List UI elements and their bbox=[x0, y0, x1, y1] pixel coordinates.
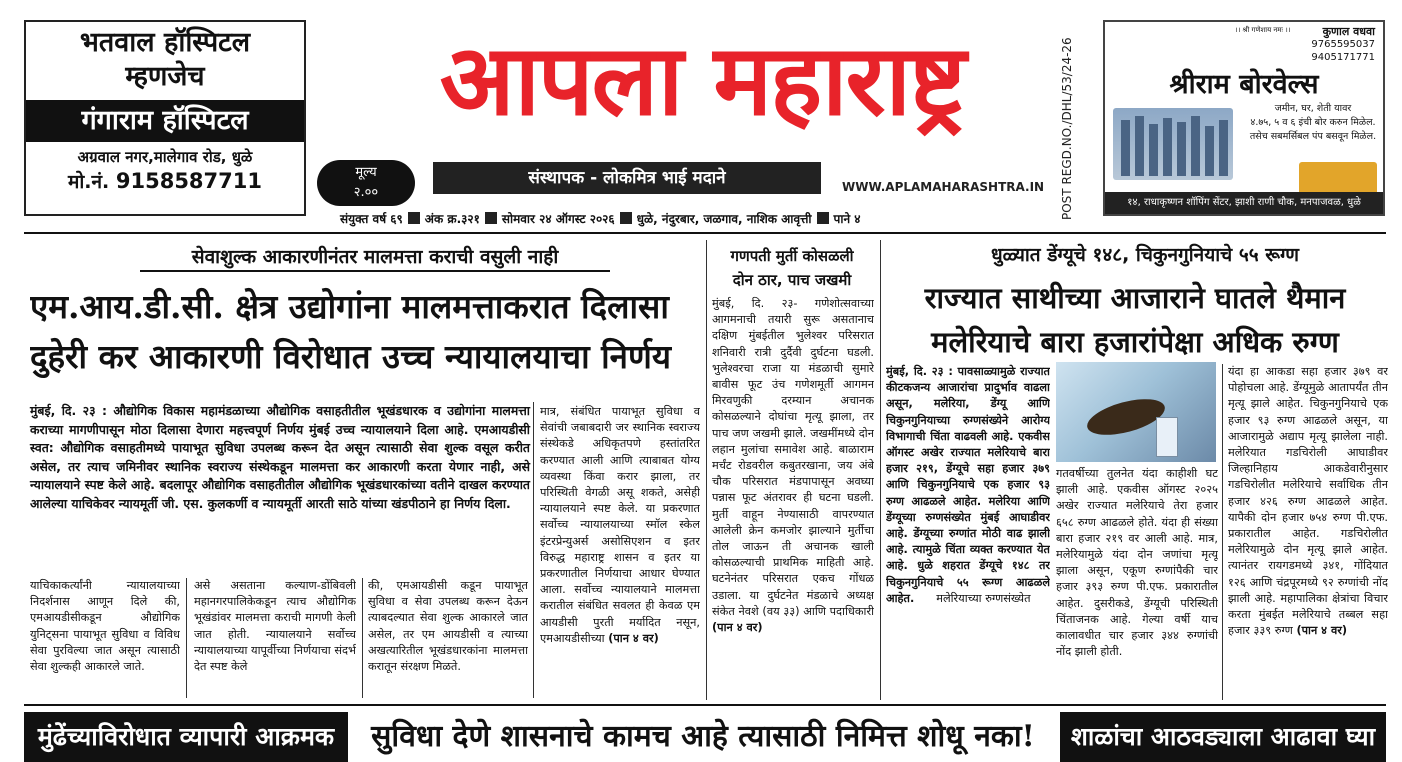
ad-services bbox=[1245, 102, 1381, 144]
founder-bar: संस्थापक - लोकमित्र भाई मदाने bbox=[433, 162, 821, 194]
masthead-rule bbox=[24, 232, 1386, 234]
issue-date: सोमवार २४ ऑगस्ट २०२६ bbox=[501, 212, 615, 226]
issue-pages: पाने ४ bbox=[833, 212, 861, 226]
registration-number: POST REGD.NO./DHL/53/24-26 bbox=[1060, 37, 1074, 220]
ad-service-1: जमीन, घर, शेती यावर bbox=[1274, 103, 1352, 114]
ad-phone-1: 9765595037 bbox=[1311, 39, 1375, 50]
article2-kicker-line1: गणपती मुर्ती कोसळली bbox=[730, 247, 854, 265]
article2-kicker-line2: दोन ठार, पाच जखमी bbox=[732, 271, 852, 289]
price-badge bbox=[317, 160, 415, 206]
ad-business-name: श्रीराम बोरवेल्स bbox=[1169, 69, 1319, 100]
ad-hospital-phone bbox=[26, 168, 304, 195]
article1-column3: की, एमआयडीसी कडून पायाभूत सुविधा व सेवा उपलब्ध करून देऊन त्याबदल्यात सेवा शुल्क आकारले जात असेल, तर एम आयडीसी व त्याच्या अखत्यारितील भूखंडधारकांना मालमत्ता करातून संरक्षण मिळते. bbox=[368, 579, 528, 674]
ad-phone-2: 9405171771 bbox=[1311, 52, 1375, 63]
issue-number: अंक क्र.३२१ bbox=[424, 212, 480, 226]
ad-address: १४, राधाकृष्णन शॉपिंग सेंटर, झाशी राणी चौक, मनपाजवळ, धुळे bbox=[1105, 192, 1383, 214]
phone-label: मो.नं. bbox=[67, 171, 110, 193]
article1-column4-text: मात्र, संबंधित पायाभूत सुविधा व सेवांची जबाबदारी जर स्थानिक स्वराज्य संस्थेकडे अधिकृतपणे हस्तांतरित करण्यात आली आणि त्याबाबत योग्य व्यवस्था किंवा करार झाला, तर परिस्थिती वेगळी असू शकते, असेही न्यायालयाने स्पष्ट केले. या प्रकरणात सर्वोच्च न्यायालयाच्या स्मॉल स्केल इंटरप्रेन्युअर्स असोसिएशन व इतर विरुद्ध महाराष्ट्र शासन व इतर या प्रकरणातील निर्णयाचा आधार घेण्यात आला. सर्वोच्च न्यायालयाने मालमत्ता करातील संबंधित सवलत ही केवळ एम आयडीसी पुरती मर्यादित नसून, एमआयडीसीच्या bbox=[540, 405, 700, 645]
article1-column4 bbox=[540, 404, 700, 700]
square-bullet-icon bbox=[485, 212, 497, 224]
column-divider bbox=[533, 402, 534, 698]
bottom-headline-right: शाळांचा आठवड्याला आढावा घ्या bbox=[1060, 712, 1386, 762]
square-bullet-icon bbox=[620, 212, 632, 224]
article1-headline-line1: एम.आय.डी.सी. क्षेत्र उद्योगांना मालमत्ताकरात दिलासा bbox=[30, 287, 669, 326]
article3-column2: गतवर्षीच्या तुलनेत यंदा काहीशी घट झाली आहे. एकवीस ऑगस्ट २०२५ अखेर राज्यात मलेरियाचे तेरा हजार ६५८ रुग्ण आढळले होते. यंदा ही संख्या बारा हजार २१९ वर आली आहे. मात्र, मलेरियामुळे यंदा दोन जणांचा मृत्यू झाला असून, एकूण रुग्णांपैकी चार हजार ३९३ रुग्ण पी.एफ. प्रकारातील आहेत. दुसरीकडे, डेंग्यूची परिस्थिती चिंताजनक आहे. गेल्या वर्षी याच कालावधीत चार हजार ३४४ रुग्णांची नोंद झाली होती. bbox=[1056, 467, 1218, 659]
article2-body bbox=[712, 296, 874, 700]
article3-headline bbox=[885, 276, 1385, 364]
column-divider bbox=[362, 578, 363, 698]
ad-hospital-name: भतवाल हॉस्पिटल bbox=[79, 27, 251, 58]
borewell-advertisement bbox=[1103, 20, 1385, 216]
mosquito-photo bbox=[1056, 362, 1216, 462]
article2-kicker bbox=[712, 244, 872, 292]
ad-owner-name: कुणाल वधवा bbox=[1322, 25, 1375, 38]
article2-body-text: मुंबई, दि. २३- गणेशोत्सवाच्या आगमनाची तयारी सुरू असतानाच दक्षिण मुंबईतील भुलेश्वर परिसरात शनिवारी रात्री दुर्दैवी दुर्घटना घडली. भुलेश्वरचा राजा या मंडळाची सुमारे बावीस फूट उंच गणेशमूर्ती आगमन मिरवणुकी दरम्यान अचानक कोसळल्याने दोघांचा मृत्यू झाला, तर पाच जण जखमी झाले. जखमींमध्ये दोन लहान मुलांचा समावेश आहे. बाळाराम मर्चंट रोडवरील कबुतरखाना, जय अंबे चौक परिसरात मंडपापासून अवघ्या पन्नास फूट अंतरावर ही घटना घडली. मुर्ती वाहून नेण्यासाठी वापरण्यात आलेली क्रेन कमजोर झाल्याने मुर्तीचा तोल जाऊन ती अचानक खाली कोसळल्याची प्राथमिक माहिती आहे. घटनेनंतर परिसरात एकच गोंधळ उडाला. या दुर्घटनेत मंडळाचे अध्यक्ष संकेत नेवशे (वय ३३) आणि पदाधिकारी bbox=[712, 297, 874, 618]
article1-lede: मुंबई, दि. २३ : औद्योगिक विकास महामंडळाच्या औद्योगिक वसाहतीतील भूखंडधारक व उद्योगांना मालमत्ता कराच्या मागणीपासून मोठा दिलासा देणारा महत्त्वपूर्ण निर्णय मुंबई उच्च न्यायालयाने दिला आहे. एमआयडीसी स्वत: औद्योगिक वसाहतीमध्ये पायाभूत सुविधा उपलब्ध करून देत असून त्यासाठी सेवा शुल्क वसूल करीत असेल, तर त्याच जमिनीवर स्थानिक स्वराज्य संस्थेकडून मालमत्ता कर आकारणी करता येणार नाही, असे न्यायालयाने स्पष्ट केले आहे. बदलापूर औद्योगिक वसाहतीतील औद्योगिक भूखंडधारकांच्या वतीने दाखल करण्यात आलेल्या याचिकेवर न्यायमूर्ती जी. एस. कुलकर्णी व न्यायमूर्ती आरती साठे यांच्या खंडपीठाने हा निर्णय दिला. bbox=[30, 403, 530, 511]
issue-line bbox=[340, 210, 1040, 227]
column-divider bbox=[880, 240, 881, 700]
postal-registration bbox=[1058, 37, 1080, 220]
column-divider bbox=[1222, 364, 1223, 700]
article3-lede-text: मुंबई, दि. २३ : पावसाळ्यामुळे राज्यात कीटकजन्य आजारांचा प्रादुर्भाव वाढला असून, मलेरिया, डेंग्यू आणि चिकुनगुनियाच्या रुग्णसंख्येने आरोग्य विभागाची चिंता वाढवली आहे. एकवीस ऑगस्ट अखेर राज्यात मलेरियाचे बारा हजार २१९, डेंग्यूचे सहा हजार ३७९ आणि चिकुनगुनियाचे एक हजार ९३ रुग्ण आढळले आहेत. मलेरिया आणि डेंग्यूच्या रुग्णसंख्येत मुंबई आघाडीवर आहे. डेंग्यूच्या रुग्णांत मोठी वाढ झाली आहे. त्यामुळे चिंता व्यक्त करण्यात येत आहे. धुळे शहरात डेंग्यूचे १४८ तर चिकुनगुनियाचे ५५ रूग्ण आढळले आहेत. bbox=[886, 365, 1050, 605]
square-bullet-icon bbox=[408, 212, 420, 224]
website-link[interactable]: WWW.APLAMAHARASHTRA.IN bbox=[842, 180, 1045, 194]
article3-headline-line1: राज्यात साथीच्या आजाराने घातले थैमान bbox=[924, 281, 1346, 315]
article3-kicker: धुळ्यात डेंग्यूचे १४८, चिकुनगुनियाचे ५५ रूग्ण bbox=[990, 244, 1300, 266]
price-label: मूल्य bbox=[355, 165, 377, 180]
vial-icon bbox=[1156, 417, 1178, 457]
continued-on-page-link[interactable]: (पान ४ वर) bbox=[1296, 624, 1348, 638]
pipes-illustration-icon bbox=[1113, 108, 1233, 180]
bottom-headline-center: सुविधा देणे शासनाचे कामच आहे त्यासाठी निमित्त शोधू नका! bbox=[371, 719, 1035, 754]
continued-on-page-link[interactable]: (पान ४ वर) bbox=[712, 621, 763, 635]
square-bullet-icon bbox=[817, 212, 829, 224]
issue-year: संयुक्त वर्ष ६९ bbox=[340, 212, 403, 226]
ad-service-3: तसेच सबमर्सिबल पंप बसवून मिळेल. bbox=[1249, 131, 1377, 142]
article3-lede-tail: मलेरियाच्या रुग्णसंख्येत bbox=[936, 591, 1031, 605]
article1-column1: याचिकाकर्त्यांनी न्यायालयाच्या निदर्शनास आणून दिले की, एमआयडीसीकडून औद्योगिक युनिट्सना पायाभूत सुविधा व विविध सेवा पुरविल्या जात असून त्यासाठी सेवा शुल्कही आकारले जाते. bbox=[30, 579, 180, 674]
article3-lede bbox=[886, 364, 1050, 700]
phone-number: 9158587711 bbox=[115, 169, 262, 193]
ad-hospital-address: अग्रवाल नगर,मालेगाव रोड, धुळे bbox=[77, 148, 253, 166]
newspaper-logo: आपला महाराष्ट्र bbox=[439, 23, 965, 138]
article1-kicker: सेवाशुल्क आकारणीनंतर मालमत्ता कराची वसुली नाही bbox=[140, 244, 610, 272]
price-value: २.०० bbox=[353, 185, 379, 200]
article3-column3-text: यंदा हा आकडा सहा हजार ३७९ वर पोहोचला आहे. डेंग्यूमुळे आतापर्यंत तीन मृत्यू झाले आहेत. चिकुनगुनियाचे एक हजार ९३ रुग्ण आढळले असून, या आजारामुळे अद्याप मृत्यू झालेला नाही. मलेरियात गडचिरोली आघाडीवर जिल्हानिहाय आकडेवारीनुसार गडचिरोलीत मलेरियाचे सर्वाधिक तीन हजार ४२६ रुग्ण आढळले आहेत. यापैकी दोन हजार ७५४ रुग्ण पी.एफ. प्रकारातील आहेत. गडचिरोलीत मलेरियामुळे दोन मृत्यू झाले आहेत. त्यानंतर रायगडमध्ये ३४१, गोंदियात १२६ आणि चंद्रपूरमध्ये ९२ रुग्णांची नोंद झाली आहे. महापालिका क्षेत्रांचा विचार करता मुंबईत मलेरियाचे तब्बल सहा हजार ३३९ रुग्ण bbox=[1228, 365, 1388, 638]
column-divider bbox=[706, 240, 707, 700]
hospital-advertisement bbox=[24, 20, 306, 216]
article3-column3 bbox=[1228, 364, 1388, 700]
ad-phones bbox=[1311, 38, 1375, 64]
ad-invocation: ।। श्री गणेशाय नमः ।। bbox=[1235, 26, 1291, 34]
ad-hospital-name2: गंगाराम हॉस्पिटल bbox=[26, 100, 304, 142]
bottom-rule bbox=[24, 704, 1386, 706]
column-divider bbox=[186, 578, 187, 698]
bottom-headline-left: मुंढेंच्याविरोधात व्यापारी आक्रमक bbox=[24, 712, 348, 762]
article1-column2: असे असताना कल्याण-डोंबिवली महानगरपालिकेकडून त्याच औद्योगिक भूखंडांवर मालमत्ता कराची मागणी केली जात होती. न्यायालयाने सर्वोच्च न्यायालयाच्या यापूर्वीच्या निर्णयाचा संदर्भ देत स्पष्ट केले bbox=[194, 579, 356, 674]
continued-on-page-link[interactable]: (पान ४ वर) bbox=[608, 631, 659, 645]
ad-hospital-line2: म्हणजेच bbox=[125, 61, 205, 92]
issue-edition: धुळे, नंदुरबार, जळगाव, नाशिक आवृत्ती bbox=[636, 212, 812, 226]
article3-headline-line2: मलेरियाचे बारा हजारांपेक्षा अधिक रुग्ण bbox=[931, 325, 1339, 359]
article1-headline bbox=[30, 282, 706, 382]
article1-headline-line2: दुहेरी कर आकारणी विरोधात उच्च न्यायालयाचा निर्णय bbox=[30, 337, 671, 376]
ad-service-2: ४.७५, ५ व ६ इंची बोर करुन मिळेल. bbox=[1250, 117, 1376, 128]
